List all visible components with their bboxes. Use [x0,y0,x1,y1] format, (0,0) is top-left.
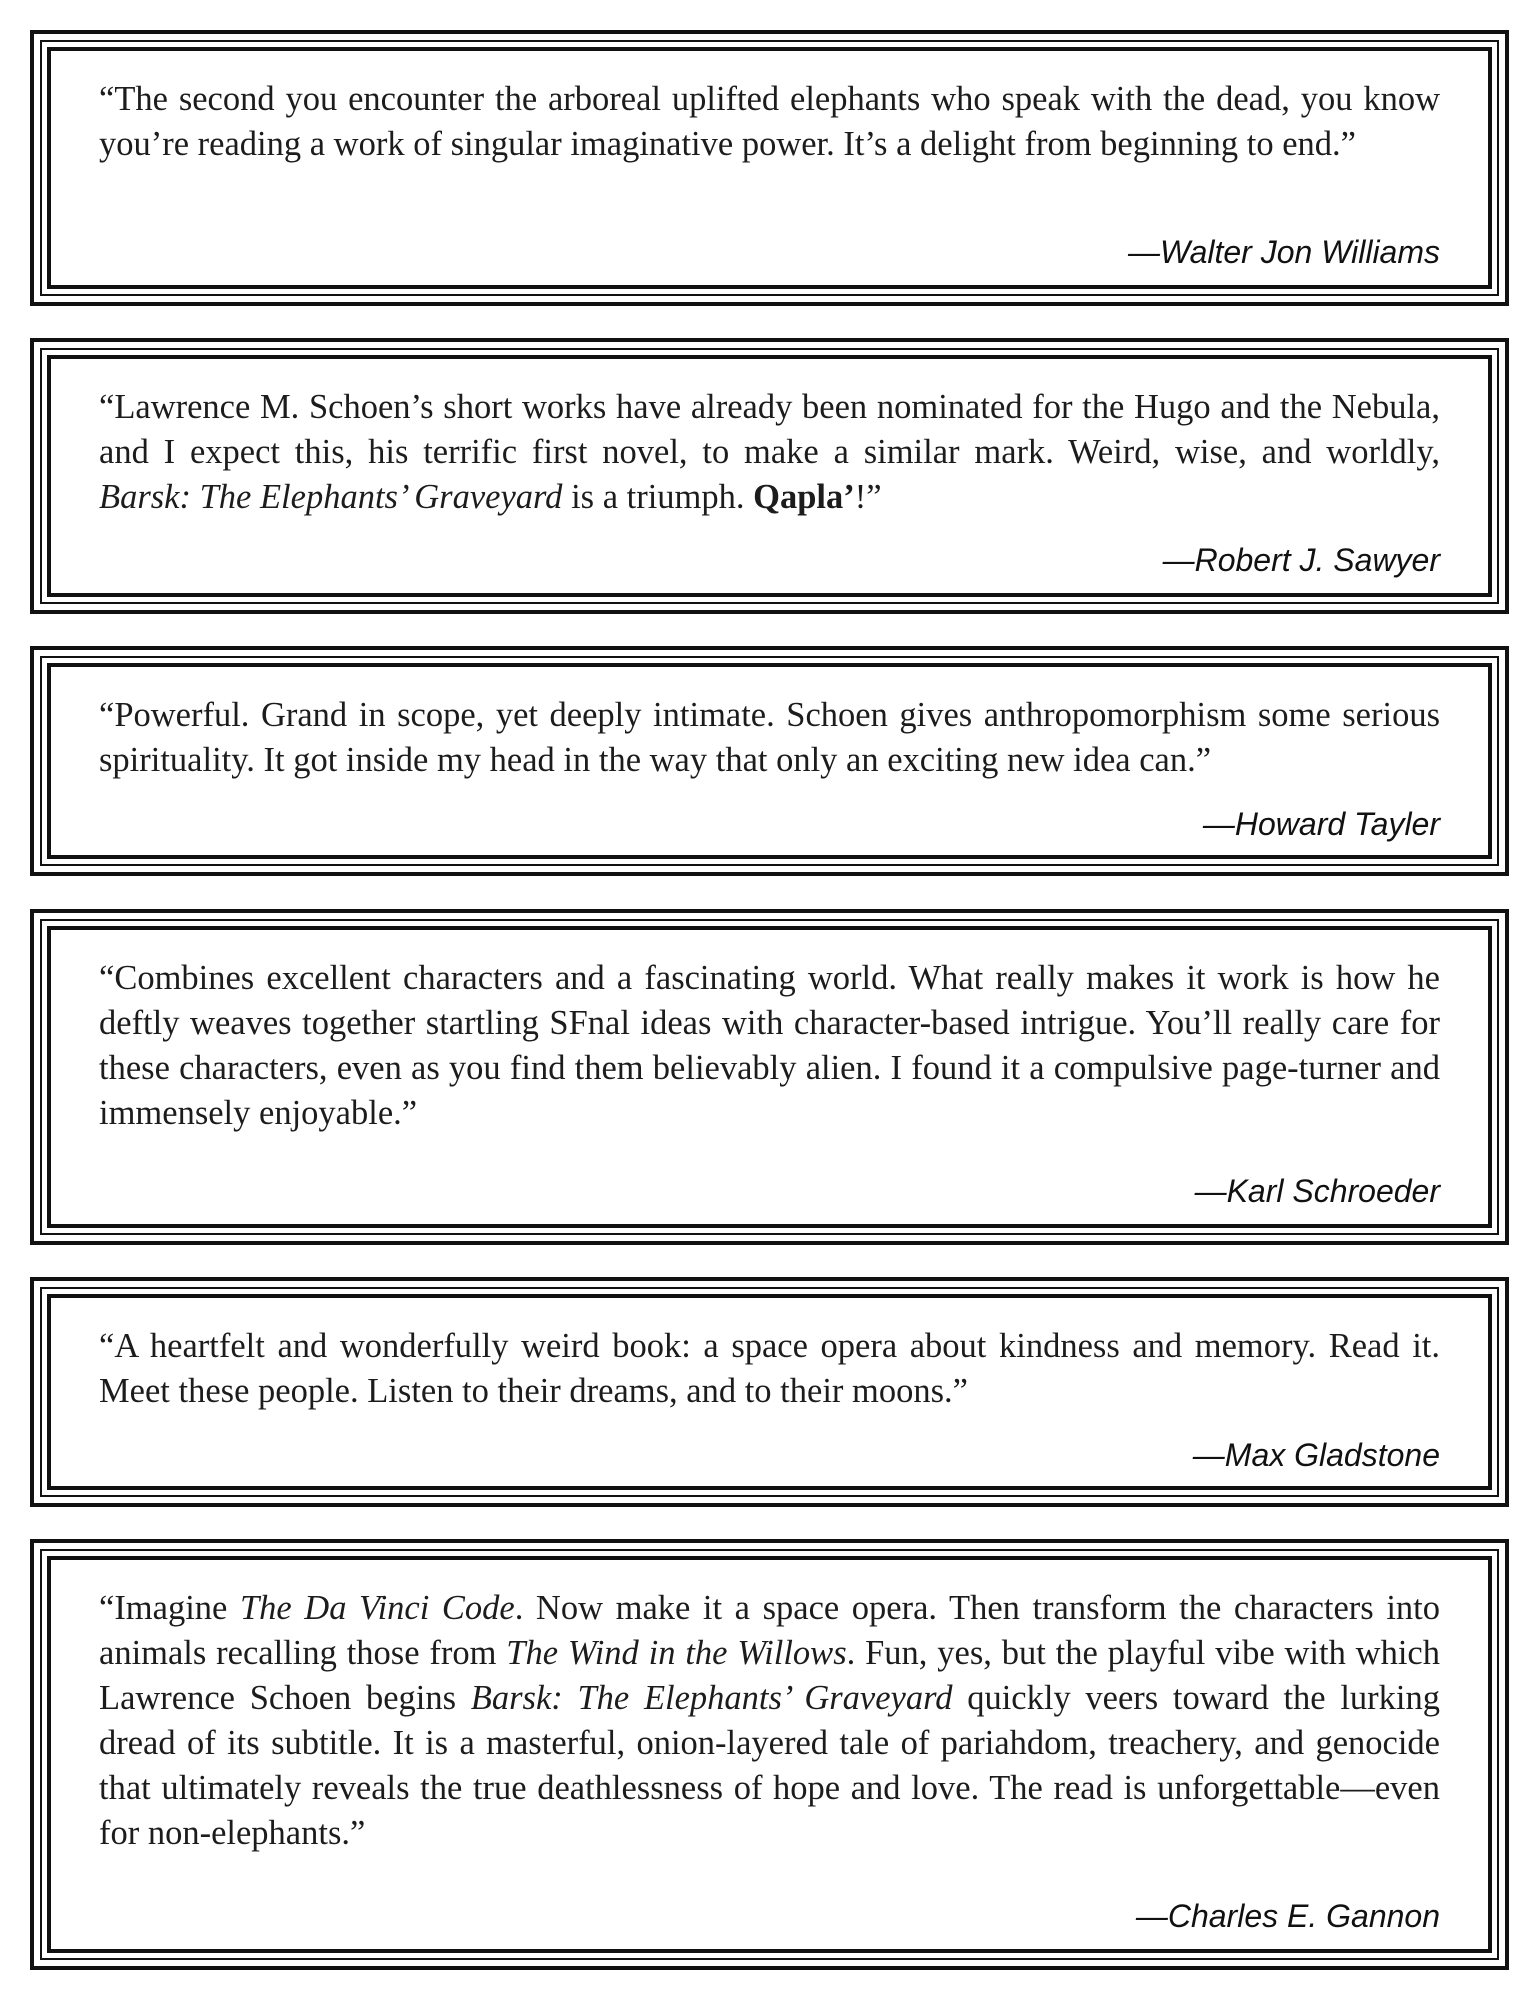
qapla-emphasis: Qapla’ [753,478,855,516]
blurb-box [30,338,1509,614]
blurb-content [47,1294,1492,1490]
blurb-author: —Howard Tayler [1202,806,1440,842]
blurb-quote [99,956,1440,1136]
blurb-content [47,663,1492,859]
blurb-author: —Charles E. Gannon [1135,1898,1440,1934]
blurb-box [30,1277,1509,1507]
blurb-author: —Robert J. Sawyer [1162,542,1440,578]
blurb-border [40,1287,1499,1497]
blurb-border [40,348,1499,604]
quote-text: is a triumph. [562,478,754,516]
blurb-author: —Max Gladstone [1192,1437,1440,1473]
quote-text: “The second you encounter the arboreal uplifted elephants who speak with the dead, you know you’re reading a work of singular imaginative power. It’s a delight from beginning to end.” [99,80,1440,163]
blurb-border [40,919,1499,1235]
quote-text: “Combines excellent characters and a fascinating world. What really makes it work is how he deftly weaves together startling SFnal ideas with character-based intrigue. You’ll really care for these characters, even as you find them believably alien. I found it a compulsive page-turner and immensely enjoyable.” [99,959,1440,1132]
blurb-quote [99,77,1440,167]
blurb-quote [99,1324,1440,1414]
blurb-author: —Walter Jon Williams [1127,234,1440,270]
blurb-content [47,926,1492,1228]
quote-text: “Imagine [99,1589,240,1627]
quote-text: !” [854,478,882,516]
blurb-quote [99,1586,1440,1856]
quote-text: . Now make it a space opera. Then transform the characters into animals recalling those from [99,1589,1440,1672]
quote-text: “A heartfelt and wonderfully weird book: a space opera about kindness and memory. Read it. Meet these people. Listen to their dreams, and to their moons.” [99,1327,1440,1410]
blurb-border [40,1549,1499,1960]
blurb-box [30,1539,1509,1970]
blurb-content [47,1556,1492,1953]
blurb-border [40,40,1499,296]
blurb-author: —Karl Schroeder [1194,1173,1440,1209]
blurb-content [47,355,1492,597]
quote-text: “Powerful. Grand in scope, yet deeply intimate. Schoen gives anthropomorphism some serious spirituality. It got inside my head in the way that only an exciting new idea can.” [99,696,1440,779]
book-title: Barsk: The Elephants’ Graveyard [470,1679,953,1717]
quote-text: “Lawrence M. Schoen’s short works have already been nominated for the Hugo and the Nebula, and I expect this, his terrific first novel, to make a similar mark. Weird, wise, and worldly, [99,388,1440,471]
blurb-box [30,646,1509,876]
quote-text: quickly veers toward the lurking dread of its subtitle. It is a masterful, onion-layered tale of pariahdom, treachery, and genocide that ultimately reveals the true deathlessness of hope and love. The read is unforgettable—even for non-elephants.” [99,1679,1440,1852]
blurb-quote [99,385,1440,520]
blurb-box [30,30,1509,306]
book-title: The Da Vinci Code [239,1589,515,1627]
blurb-content [47,47,1492,289]
blurb-box [30,909,1509,1245]
book-title: The Wind in the Willows [506,1634,847,1672]
book-title: Barsk: The Elephants’ Graveyard [99,478,563,516]
quote-text: . Fun, yes, but the playful vibe with which Lawrence Schoen begins [99,1634,1440,1717]
blurb-quote [99,693,1440,783]
blurb-border [40,656,1499,866]
